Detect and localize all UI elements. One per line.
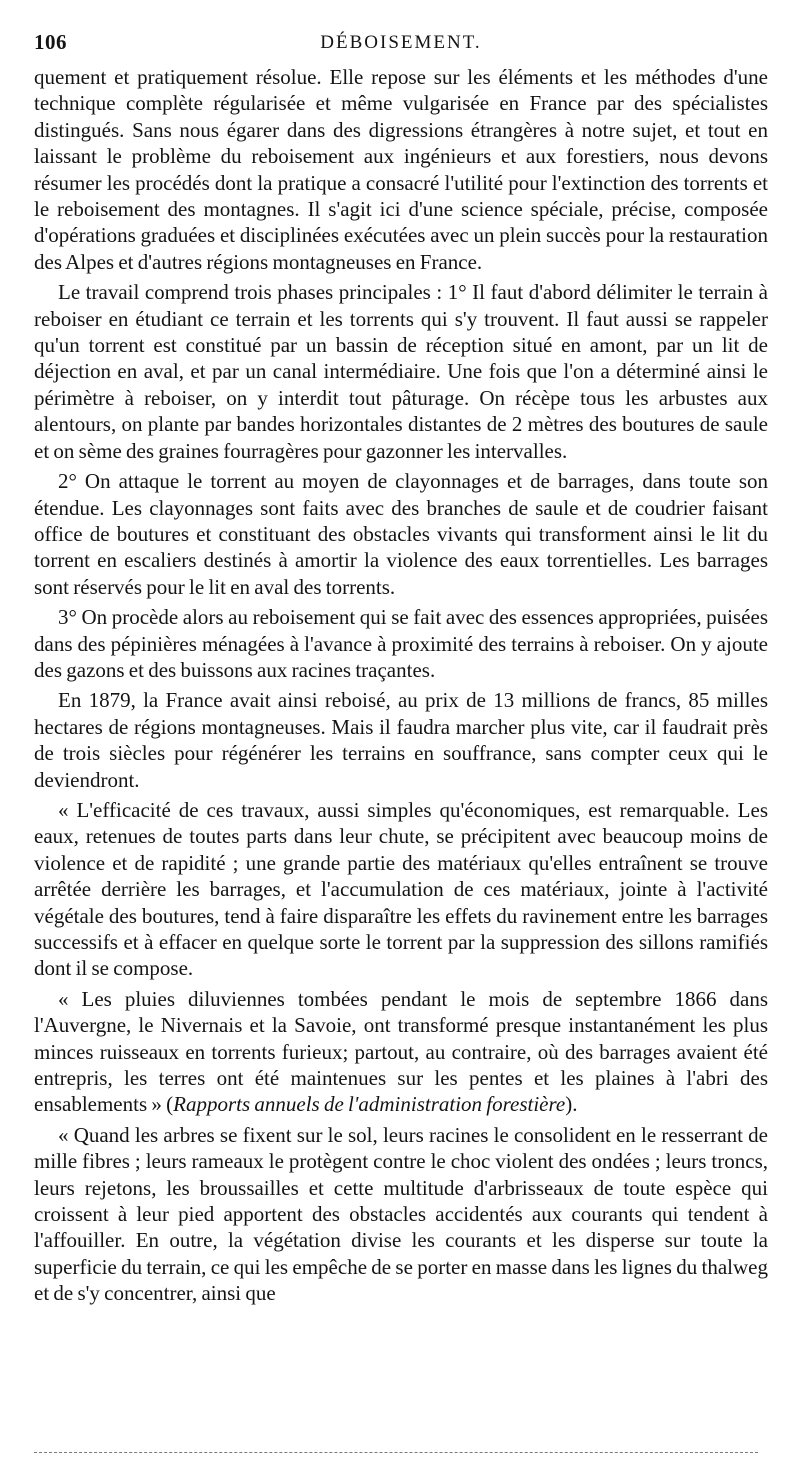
paragraph-continuation: quement et pratiquement résolue. Elle repose sur les éléments et les méthodes d'une technique complète régularisée et même vulgarisée en France par des spécialistes distingués. Sans nous égarer dans des digressions étrangères à notre sujet, et tout en laissant le problème du reboisement aux ingénieurs et aux forestiers, nous devons résumer les procédés dont la pratique a consacré l'utilité pour l'extinction des torrents et le reboisement des montagnes. Il s'agit ici d'une science spéciale, précise, composée d'opérations graduées et disciplinées exécutées avec un plein succès pour la restauration des Alpes et d'autres régions montagneuses en France. xyxy=(34,65,768,274)
body-text xyxy=(34,64,768,1307)
page-number: 106 xyxy=(34,30,67,54)
paragraph-quote-efficacite: « L'efficacité de ces travaux, aussi simples qu'économiques, est remarquable. Les eaux, retenues de toutes parts dans leur chute, se précipitent avec beaucoup moins de violence et de rapidité ; une grande partie des matériaux qu'elles entraînent se trouve arrêtée derrière les barrages, et l'accumulation de ces matériaux, jointe à l'activité végétale des boutures, tend à faire disparaître les effets du ravinement entre les barrages successifs et à effacer en quelque sorte le torrent par la suppression des sillons ramifiés dont il se compose. xyxy=(34,797,768,981)
paragraph-phase-2: 2° On attaque le torrent au moyen de clayonnages et de barrages, dans toute son étendue. Les clayonnages sont faits avec des branches de saule et de coudrier faisant office de boutures et constituant des obstacles vivants qui transforment ainsi le lit du torrent en escaliers destinés à amortir la violence des eaux torrentielles. Les barrages sont réservés pour le lit en aval des torrents. xyxy=(34,469,768,599)
running-head xyxy=(34,26,768,64)
paragraph-quote-pluies xyxy=(34,986,768,1118)
paragraph-1879: En 1879, la France avait ainsi reboisé, au prix de 13 millions de francs, 85 milles hectares de régions montagneuses. Mais il faudra marcher plus vite, car il faudrait près de trois siècles pour régénérer les terrains en souffrance, sans compter ceux qui le deviendront. xyxy=(34,688,768,792)
citation-title: Rapports annuels de l'administration forestière xyxy=(173,1092,566,1117)
quote-pluies-text: « Les pluies diluviennes tombées pendant le mois de septembre 1866 dans l'Auvergne, le Nivernais et la Savoie, ont transformé presque instantanément les plus minces ruisseaux en torrents furieux; partout, au contraire, où des barrages avaient été entrepris, les terres ont été maintenues sur les pentes et les plaines à l'abri des ensablements » ( xyxy=(34,986,768,1117)
bottom-rule xyxy=(34,1452,758,1453)
running-title: DÉBOISEMENT. xyxy=(320,32,482,53)
paragraph-travail: Le travail comprend trois phases principales : 1° Il faut d'abord délimiter le terrain à reboiser en étudiant ce terrain et les torrents qui s'y trouvent. Il faut aussi se rappeler qu'un torrent est constitué par un bassin de réception situé en amont, par un lit de déjection en aval, et par un canal intermédiaire. Une fois que l'on a déterminé ainsi le périmètre à reboiser, on y interdit tout pâturage. On récèpe tous les arbustes aux alentours, on plante par bandes horizontales distantes de 2 mètres des boutures de saule et on sème des graines fourragères pour gazonner les intervalles. xyxy=(34,280,768,463)
citation-tail: ). xyxy=(565,1092,578,1117)
paragraph-phase-3: 3° On procède alors au reboisement qui se fait avec des essences appropriées, puisées dans des pépinières ménagées à l'avance à proximité des terrains à reboiser. On y ajoute des gazons et des buissons aux racines traçantes. xyxy=(34,605,768,682)
paragraph-quote-arbres: « Quand les arbres se fixent sur le sol, leurs racines le consolident en le resserrant de mille fibres ; leurs rameaux le protègent contre le choc violent des ondées ; leurs troncs, leurs rejetons, les broussailles et cette multitude d'arbrisseaux de toute espèce qui croissent à leur pied apportent des obstacles accidentés aux courants qui tendent à l'affouiller. En outre, la végétation divise les courants et les disperse sur toute la superficie du terrain, ce qui les empêche de se porter en masse dans les lignes du thalweg et de s'y concentrer, ainsi que xyxy=(34,1122,768,1306)
